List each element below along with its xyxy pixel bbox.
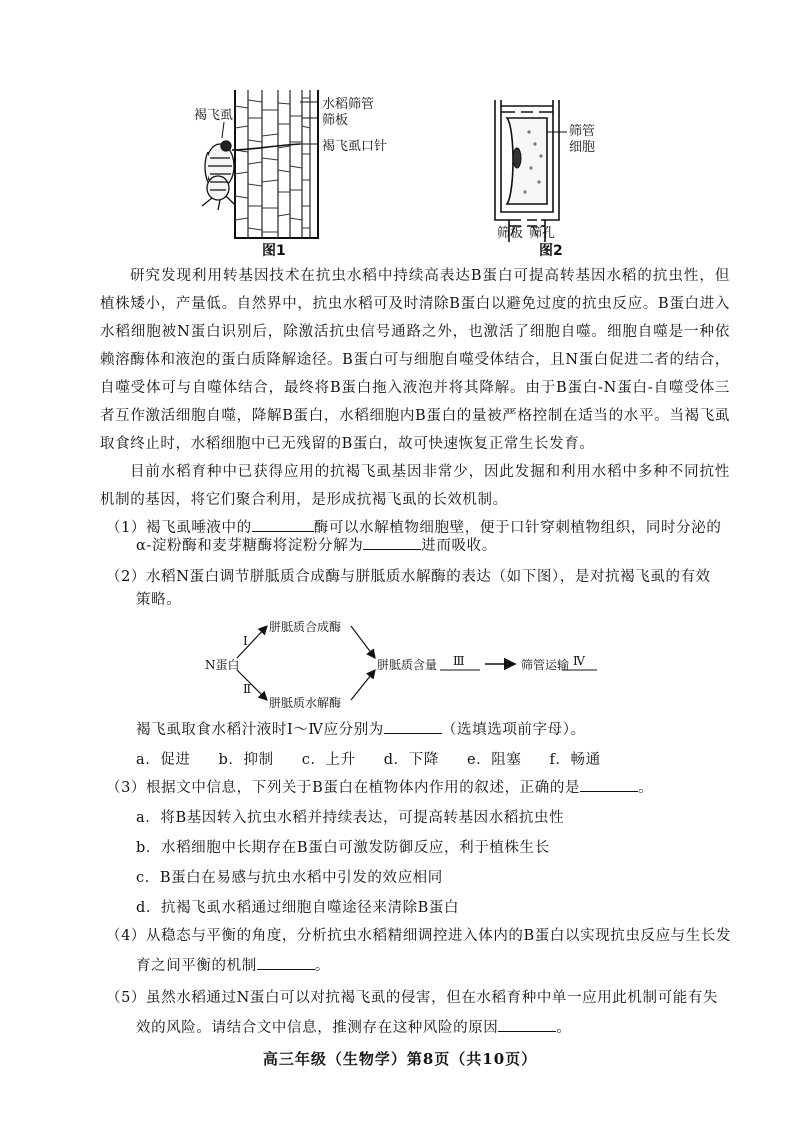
planthopper-icon — [202, 141, 234, 210]
figure1-caption: 图1 — [262, 243, 286, 259]
figure1-label-sieve-plate: 筛板 — [322, 113, 349, 128]
question-1-text-d: 进而吸收。 — [421, 538, 497, 554]
question-3-option-a[interactable]: a．将B基因转入抗虫水稻并持续表达，可提高转基因水稻抗虫性 — [136, 810, 565, 826]
question-1-blank-1[interactable] — [252, 515, 314, 532]
question-3 — [106, 774, 653, 802]
diagram-callose-content: 胼胝质含量 — [377, 658, 438, 672]
option-b[interactable]: b．抑制 — [218, 752, 274, 768]
question-5-number: （5） — [106, 990, 147, 1006]
question-2-blank[interactable] — [384, 717, 442, 734]
passage-paragraph-1: 研究发现利用转基因技术在抗虫水稻中持续高表达B蛋白可提高转基因水稻的抗虫性，但植株矮小，产量低。自然界中，抗虫水稻可及时清除B蛋白以避免过度的抗虫反应。B蛋白进入水稻细胞被N蛋白识别后，除激活抗虫信号通路之外，也激活了细胞自噬。细胞自噬是一种依赖溶酶体和液泡的蛋白质降解途径。B蛋白可与细胞自噬受体结合，且N蛋白促进二者的结合，自噬受体可与自噬体结合，最终将B蛋白拖入液泡并将其降解。由于B蛋白-N蛋白-自噬受体三者互作激活细胞自噬，降解B蛋白，水稻细胞内B蛋白的量被严格控制在适当的水平。当褐飞虱取食终止时，水稻细胞中已无残留的B蛋白，故可快速恢复正常生长发育。 — [100, 268, 730, 452]
diagram-hydrolase: 胼胝质水解酶 — [269, 696, 342, 710]
callose-regulation-diagram — [205, 618, 625, 718]
question-3-option-d[interactable]: d．抗褐飞虱水稻通过细胞自噬途径来清除B蛋白 — [136, 900, 460, 916]
arrow-n-to-synthase — [237, 626, 267, 658]
figure2-caption: 图2 — [539, 243, 563, 259]
question-4-text-a: 从稳态与平衡的角度，分析抗虫水稻精细调控进入体内的B蛋白以实现抗虫反应与生长发 — [146, 928, 732, 944]
question-4-number: （4） — [106, 928, 147, 944]
question-1-text-b: 酶可以水解植物细胞壁，便于口针穿刺植物组织，同时分泌的 — [313, 520, 722, 536]
option-f[interactable]: f．畅通 — [549, 752, 601, 768]
option-d[interactable]: d．下降 — [383, 752, 439, 768]
page-footer: 高三年级（生物学）第8页（共10页） — [262, 1050, 538, 1068]
question-2-prompt-b: （选填选项前字母）。 — [441, 722, 586, 738]
diagram-roman-1: Ⅰ — [243, 634, 248, 648]
question-2-line-2 — [136, 586, 181, 614]
question-2-text-a: 水稻N蛋白调节胼胝质合成酶与胼胝质水解酶的表达（如下图），是对抗褐飞虱的有效 — [146, 569, 711, 585]
question-2-options — [136, 746, 629, 774]
question-1-text-c: α-淀粉酶和麦芽糖酶将淀粉分解为 — [136, 538, 364, 554]
question-2-number: （2） — [106, 569, 147, 585]
figure2-label-sieve-pore: 筛孔 — [529, 226, 556, 241]
diagram-n-protein: N蛋白 — [205, 658, 240, 672]
question-5-text-a: 虽然水稻通过N蛋白可以对抗褐飞虱的侵害，但在水稻育种中单一应用此机制可能有失 — [146, 990, 719, 1006]
question-5 — [106, 984, 718, 1012]
figure2-label-sieve-cell: 筛管细胞 — [569, 124, 596, 155]
figure1-label-sieve-tube: 水稻筛管 — [322, 97, 375, 112]
question-2-prompt — [136, 716, 586, 744]
diagram-roman-4[interactable]: Ⅳ — [573, 654, 585, 668]
question-5-text-b: 效的风险。请结合文中信息，推测存在这种风险的原因 — [136, 1020, 499, 1036]
arrow-hydrolase-to-content — [351, 670, 375, 700]
question-4-line-2 — [136, 952, 330, 980]
question-3-text-a: 根据文中信息，下列关于B蛋白在植物体内作用的叙述，正确的是 — [146, 780, 581, 796]
option-c[interactable]: c．上升 — [301, 752, 356, 768]
question-3-number: （3） — [106, 780, 147, 796]
passage-paragraph-2: 目前水稻育种中已获得应用的抗褐飞虱基因非常少，因此发掘和利用水稻中多种不同抗性机制的基因，将它们聚合利用，是形成抗褐飞虱的长效机制。 — [100, 464, 730, 508]
diagram-sieve-transport: 筛管运输 — [521, 658, 570, 672]
question-5-blank[interactable] — [498, 1015, 556, 1032]
question-4-text-c: 。 — [314, 958, 330, 974]
option-e[interactable]: e．阻塞 — [466, 752, 522, 768]
question-4-text-b: 育之间平衡的机制 — [136, 958, 257, 974]
question-2 — [106, 563, 711, 591]
question-1-line-2 — [136, 532, 497, 560]
question-3-option-c[interactable]: c．B蛋白在易感与抗虫水稻中引发的效应相同 — [136, 870, 443, 886]
question-1-blank-2[interactable] — [363, 533, 421, 550]
figure-1 — [190, 88, 400, 258]
question-3-blank[interactable] — [580, 775, 638, 792]
arrow-n-to-hydrolase — [237, 670, 267, 700]
question-2-prompt-a: 褐飞虱取食水稻汁液时Ⅰ～Ⅳ应分别为 — [136, 722, 384, 738]
diagram-roman-3[interactable]: Ⅲ — [453, 654, 465, 668]
question-1-number: （1） — [106, 520, 147, 536]
figure-2 — [485, 92, 635, 258]
question-5-line-2 — [136, 1014, 572, 1042]
figure2-label-sieve-plate: 筛板 — [497, 226, 524, 241]
question-4-blank[interactable] — [257, 953, 315, 970]
diagram-roman-2: Ⅱ — [243, 682, 252, 696]
figure1-label-stylet: 褐飞虱口针 — [322, 139, 388, 154]
diagram-synthase: 胼胝质合成酶 — [269, 620, 342, 634]
question-3-option-b[interactable]: b．水稻细胞中长期存在B蛋白可激发防御反应，利于植株生长 — [136, 840, 550, 856]
arrow-synthase-to-content — [351, 626, 375, 658]
question-1-text-a: 褐飞虱唾液中的 — [146, 520, 252, 536]
option-a[interactable]: a．促进 — [136, 752, 191, 768]
figure1-label-planthopper: 褐飞虱 — [194, 108, 234, 123]
question-4 — [106, 922, 731, 950]
question-5-text-c: 。 — [556, 1020, 572, 1036]
question-2-text-b: 策略。 — [136, 592, 182, 608]
question-3-text-b: 。 — [638, 780, 654, 796]
